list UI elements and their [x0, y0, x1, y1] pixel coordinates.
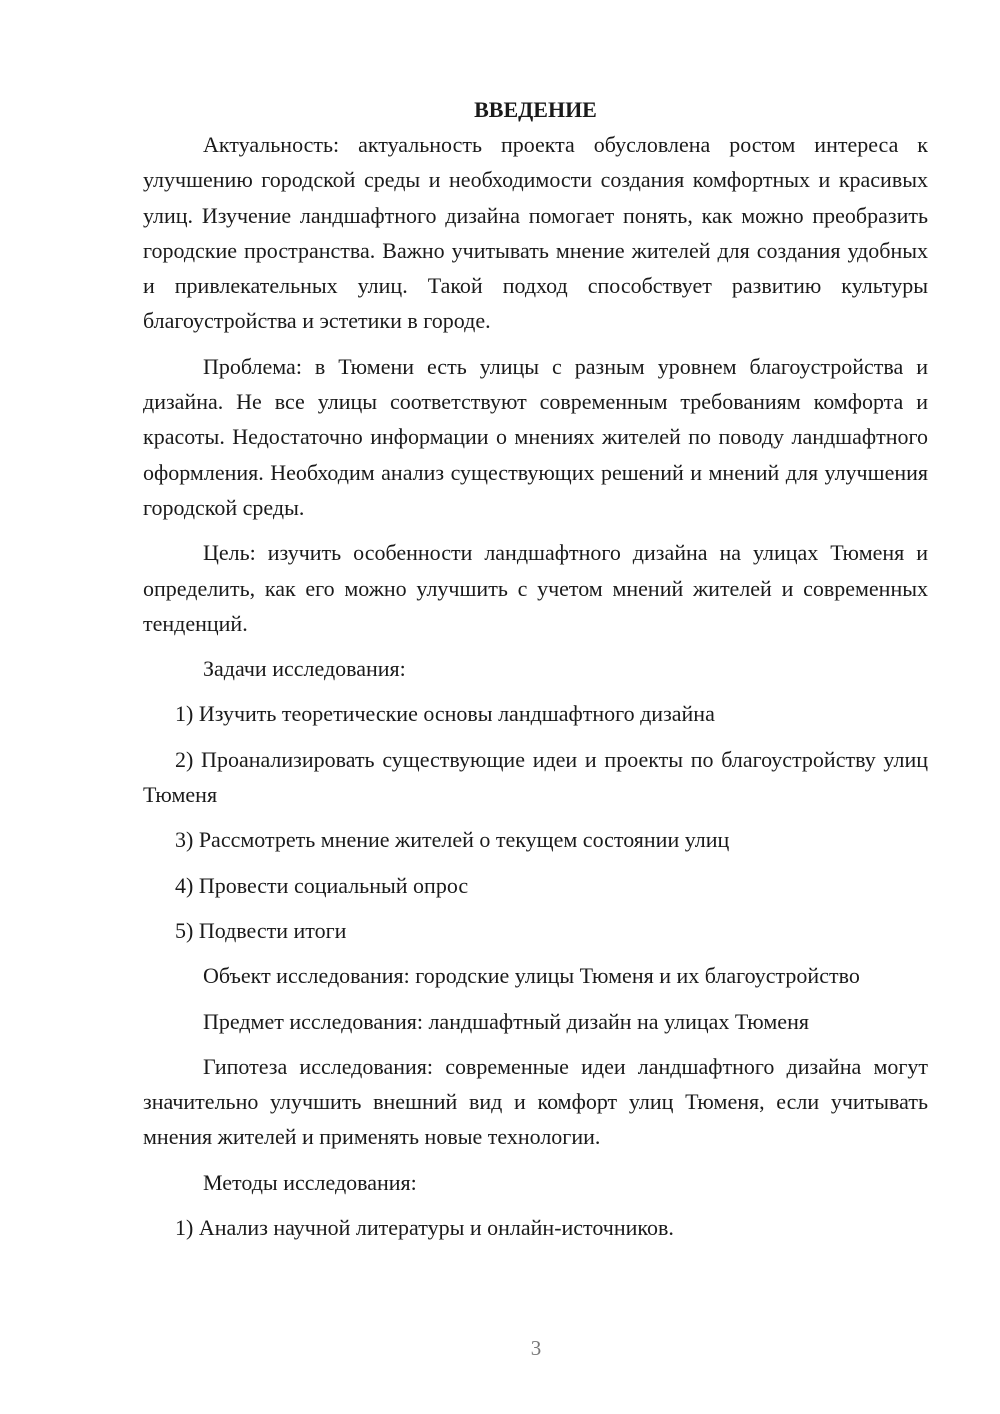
hypothesis-paragraph: Гипотеза исследования: современные идеи ландшафтного дизайна могут значительно улучшить внешний вид и комфорт улиц Тюменя, если учитывать мнения жителей и применять новые технологии.: [143, 1053, 928, 1150]
subject-paragraph: Предмет исследования: ландшафтный дизайн на улицах Тюменя: [203, 1008, 809, 1034]
relevance-paragraph: Актуальность: актуальность проекта обусловлена ростом интереса к улучшению городской среды и необходимости создания комфортных и красивых улиц. Изучение ландшафтного дизайна помогает понять, как можно преобразить городские пространства. Важно учитывать мнение жителей для создания удобных и привлекательных улиц. Такой подход способствует развитию культуры благоустройства и эстетики в городе.: [143, 132, 928, 334]
task-item: 4) Провести социальный опрос: [175, 872, 469, 898]
tasks-title: Задачи исследования:: [203, 656, 406, 682]
goal-paragraph: Цель: изучить особенности ландшафтного дизайна на улицах Тюменя и определить, как его можно улучшить с учетом мнений жителей и современных тенденций.: [143, 540, 928, 636]
problem-paragraph: Проблема: в Тюмени есть улицы с разным уровнем благоустройства и дизайна. Не все улицы соответствуют современным требованиям комфорта и красоты. Недостаточно информации о мнениях жителей по поводу ландшафтного оформления. Необходим анализ существующих решений и мнений для улучшения городской среды.: [143, 353, 928, 520]
task-item: 3) Рассмотреть мнение жителей о текущем состоянии улиц: [175, 827, 730, 853]
page-number: 3: [530, 1336, 542, 1360]
task-item: 2) Проанализировать существующие идеи и проекты по благоустройству улиц Тюменя: [143, 746, 928, 808]
object-paragraph: Объект исследования: городские улицы Тюменя и их благоустройство: [203, 963, 860, 989]
method-item: 1) Анализ научной литературы и онлайн-источников.: [175, 1215, 674, 1241]
methods-title: Методы исследования:: [203, 1169, 417, 1195]
document-body: [143, 92, 928, 1255]
task-item: 1) Изучить теоретические основы ландшафтного дизайна: [175, 701, 715, 727]
task-item: 5) Подвести итоги: [175, 917, 347, 943]
section-heading: ВВЕДЕНИЕ: [474, 97, 597, 122]
